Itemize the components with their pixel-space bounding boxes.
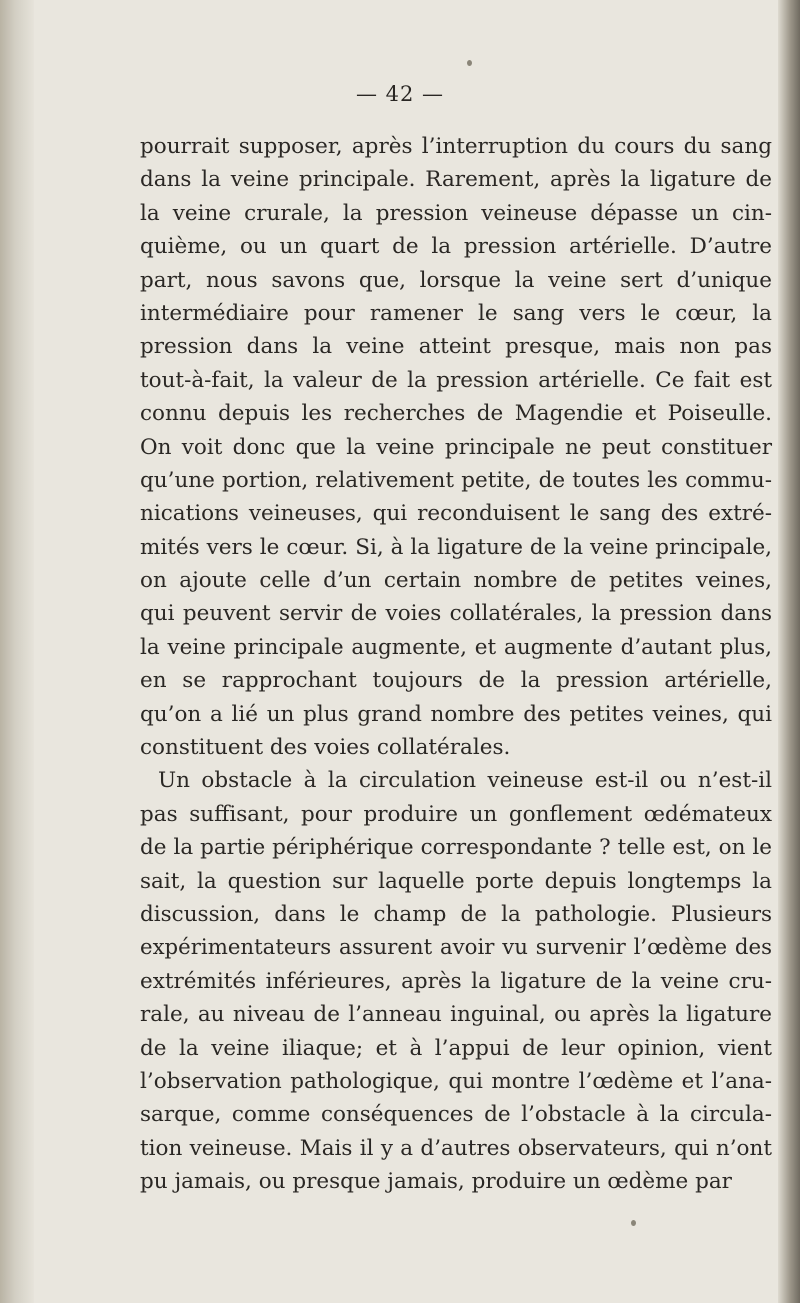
- text-line: en se rapprochant toujours de la pression artérielle,: [140, 668, 772, 694]
- text-line: pourrait supposer, après l’interruption du cours du sang: [140, 134, 772, 159]
- text-line: de la veine iliaque; et à l’appui de leur opinion, vient: [140, 1035, 772, 1061]
- text-line: pression dans la veine atteint presque, mais non pas: [140, 334, 772, 360]
- text-line: tout-à-fait, la valeur de la pression artérielle. Ce fait est: [140, 367, 772, 393]
- text-line: On voit donc que la veine principale ne peut constituer: [140, 434, 772, 460]
- text-line: expérimentateurs assurent avoir vu survenir l’œdème des: [140, 935, 772, 961]
- text-line: sarque, comme conséquences de l’obstacle à la circula-: [140, 1102, 772, 1128]
- text-line: qu’on a lié un plus grand nombre des petites veines, qui: [140, 701, 772, 727]
- text-line: nications veineuses, qui reconduisent le sang des extré-: [140, 501, 772, 527]
- text-line: de la partie périphérique correspondante ? telle est, on le: [140, 835, 772, 861]
- text-line: discussion, dans le champ de la pathologie. Plusieurs: [140, 901, 772, 927]
- text-line: part, nous savons que, lorsque la veine sert d’unique: [140, 267, 772, 293]
- text-line: pu jamais, ou presque jamais, produire un œdème par: [140, 1169, 732, 1195]
- text-line: quième, ou un quart de la pression artérielle. D’autre: [140, 234, 772, 260]
- paper-speck: [631, 1220, 636, 1226]
- text-line: pas suffisant, pour produire un gonflement œdémateux: [140, 801, 772, 827]
- text-line: rale, au niveau de l’anneau inguinal, ou après la ligature: [140, 1002, 772, 1028]
- text-line: qui peuvent servir de voies collatérales, la pression dans: [140, 601, 772, 627]
- text-line: mités vers le cœur. Si, à la ligature de la veine principale,: [140, 534, 772, 560]
- text-line: l’observation pathologique, qui montre l’œdème et l’ana-: [140, 1068, 772, 1094]
- text-line: sait, la question sur laquelle porte depuis longtemps la: [140, 868, 772, 894]
- text-line: intermédiaire pour ramener le sang vers le cœur, la: [140, 300, 772, 326]
- text-line: dans la veine principale. Rarement, après la ligature de: [140, 167, 772, 193]
- text-line: la veine principale augmente, et augmente d’autant plus,: [140, 634, 772, 660]
- paper-speck: [467, 60, 472, 66]
- text-line: extrémités inférieures, après la ligature de la veine cru-: [140, 968, 772, 994]
- text-line: tion veineuse. Mais il y a d’autres observateurs, qui n’ont: [140, 1135, 772, 1161]
- text-line: connu depuis les recherches de Magendie et Poiseulle.: [140, 401, 772, 427]
- page-number: — 42 —: [355, 82, 445, 106]
- page-shadow-edge: [778, 0, 800, 1303]
- text-line: Un obstacle à la circulation veineuse est-il ou n’est-il: [158, 768, 772, 794]
- body-text: [140, 130, 772, 1199]
- text-line: la veine crurale, la pression veineuse dépasse un cin-: [140, 200, 772, 226]
- page-binding-edge: [0, 0, 34, 1303]
- text-line: constituent des voies collatérales.: [140, 735, 511, 761]
- text-line: qu’une portion, relativement petite, de toutes les commu-: [140, 467, 772, 493]
- text-line: on ajoute celle d’un certain nombre de petites veines,: [140, 568, 772, 594]
